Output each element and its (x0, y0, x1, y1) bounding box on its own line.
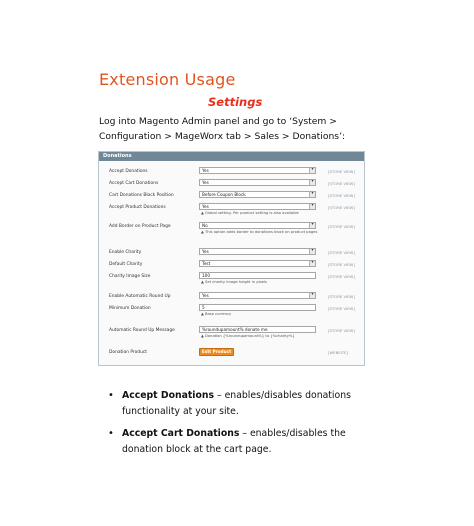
setting-note: ▲ Donation {%roundupamount%} to {%charity%} (201, 334, 295, 338)
edit-product-button[interactable]: Edit Product (199, 348, 234, 356)
bullet-icon: • (108, 428, 114, 439)
donations-settings-panel (98, 151, 365, 366)
panel-header[interactable]: Donations (99, 152, 364, 161)
bullet-icon: • (108, 390, 114, 401)
feature-list (98, 388, 378, 464)
setting-note: ▲ This option adds border to donations block on product pages (201, 230, 318, 234)
block-position-select[interactable]: Before Coupon Block ▾ (199, 191, 316, 198)
setting-label: Add Border on Product Page (109, 224, 171, 229)
setting-label: Enable Automatic Round Up (109, 294, 171, 299)
scope-label: [STORE VIEW] (328, 250, 355, 255)
setting-note: ▲ Base currency (201, 312, 232, 316)
list-item (98, 426, 378, 458)
scope-label: [STORE VIEW] (328, 169, 355, 174)
setting-label: Charity Image Size (109, 274, 151, 279)
section-subtitle: Settings (208, 95, 263, 109)
minimum-donation-input[interactable]: 5 (199, 304, 316, 311)
round-up-message-input[interactable]: %roundupamount% donate me (199, 326, 316, 333)
charity-image-size-input[interactable]: 100 (199, 272, 316, 279)
setting-label: Accept Cart Donations (109, 181, 159, 186)
intro-paragraph: Log into Magento Admin panel and go to ‘System > Configuration > MageWorx tab > Sales > Donations’: (99, 116, 346, 142)
setting-label: Minimum Donation (109, 306, 151, 311)
setting-label: Accept Donations (109, 169, 148, 174)
scope-label: [STORE VIEW] (328, 205, 355, 210)
add-border-select[interactable]: No ▾ (199, 222, 316, 229)
scope-label: [STORE VIEW] (328, 274, 355, 279)
setting-label: Default Charity (109, 262, 143, 267)
setting-label: Accept Product Donations (109, 205, 166, 210)
list-item-term: Accept Donations (122, 390, 215, 401)
scope-label: [STORE VIEW] (328, 294, 355, 299)
accept-cart-donations-select[interactable]: Yes ▾ (199, 179, 316, 186)
list-item-text: – enables/disables the donation block at the cart page. (122, 428, 346, 455)
scope-label: [STORE VIEW] (328, 306, 355, 311)
scope-label: [STORE VIEW] (328, 328, 355, 333)
scope-label: [STORE VIEW] (328, 224, 355, 229)
section-title: Extension Usage (99, 70, 236, 89)
setting-note: ▲ Set charity image height in pixels (201, 280, 267, 284)
setting-label: Automatic Round Up Message (109, 328, 175, 333)
setting-label: Donation Product (109, 350, 148, 355)
enable-charity-select[interactable]: Yes ▾ (199, 248, 316, 255)
scope-label: [STORE VIEW] (328, 181, 355, 186)
setting-label: Cart Donations Block Position (109, 193, 174, 198)
list-item-term: Accept Cart Donations (122, 428, 240, 439)
scope-label: [STORE VIEW] (328, 262, 355, 267)
setting-label: Enable Charity (109, 250, 142, 255)
list-item-text: – enables/disables donations functionality at your site. (122, 390, 351, 417)
accept-product-donations-select[interactable]: Yes ▾ (199, 203, 316, 210)
accept-donations-select[interactable]: Yes ▾ (199, 167, 316, 174)
scope-label: [WEBSITE] (328, 350, 348, 355)
automatic-round-up-select[interactable]: Yes ▾ (199, 292, 316, 299)
scope-label: [STORE VIEW] (328, 193, 355, 198)
list-item (98, 388, 378, 420)
setting-note: ▲ Global setting. Per product setting is also available (201, 211, 299, 215)
default-charity-select[interactable]: Test ▾ (199, 260, 316, 267)
